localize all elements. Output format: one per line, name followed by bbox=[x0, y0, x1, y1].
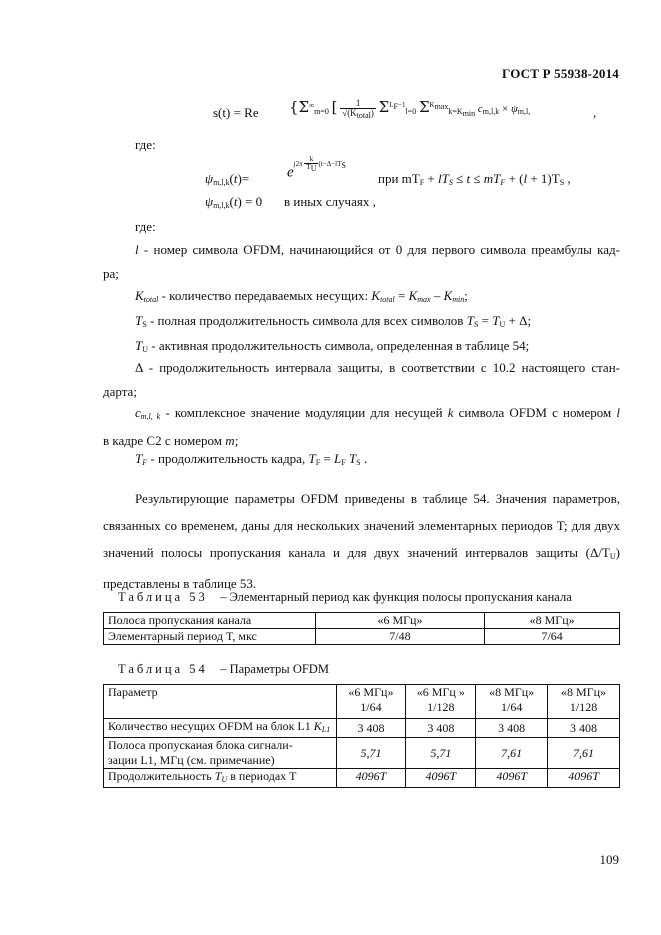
header-bottom: 1/128 bbox=[569, 700, 598, 714]
table-cell: 7,61 bbox=[548, 738, 620, 769]
table-cell: 4096T bbox=[406, 769, 476, 788]
table-cell: 7/48 bbox=[315, 629, 485, 645]
page-number: 109 bbox=[599, 852, 619, 867]
results-paragraph: Результирующие параметры OFDM приведены в таблице 54. Значения параметров, связанных со временем, даны для нескольких значений элементарных периодов T; для двух значений полосы пропускания канала и для двух значений интервалов защиты $(\Delta/T_U)$ представлены в таблице 53. bbox=[103, 491, 620, 591]
table-row bbox=[104, 613, 620, 629]
paragraph-end: ) представлены в таблице 53. bbox=[103, 545, 620, 591]
table53-label: Таблица 53 bbox=[118, 590, 208, 604]
def-ts: $T_S$ - полная продолжительность символа для всех символов $T_S = T_U + \Delta$; bbox=[135, 313, 532, 329]
table53-caption bbox=[118, 590, 572, 605]
where-label-1: где: bbox=[135, 137, 156, 152]
header-bottom: 1/128 bbox=[427, 700, 455, 714]
main-formula: {$\Sigma^\infty_{m=0}$ [ $\frac{1}{√(K_{total})}$ $\Sigma^{L_F-1}_{l=0}$ $\Sigma^{K_{max}}_{k=K_{min}}$ $c_{m,l,k} \times \psi_{m,l,}$ bbox=[289, 97, 531, 120]
table-row bbox=[104, 629, 620, 645]
table-cell: 5,71 bbox=[406, 738, 476, 769]
table-cell: «8 МГц» bbox=[485, 613, 620, 629]
table-cell: Продолжительность $T_U$ в периодах T bbox=[104, 769, 337, 788]
def-l-cont: ра; bbox=[103, 266, 119, 281]
table-row bbox=[104, 769, 620, 788]
psi-cond-prefix: при mT bbox=[378, 171, 420, 186]
def-tu-text: - активная продолжительность символа, определенная в таблице 54; bbox=[148, 338, 530, 353]
def-k: $K_{total}$ - количество передаваемых несущих: $K_{total} = K_{max} - K_{min}$; bbox=[135, 288, 468, 304]
table-cell: 3 408 bbox=[406, 719, 476, 738]
def-tu: $T_U$ - активная продолжительность символа, определенная в таблице 54; bbox=[135, 338, 530, 354]
table-row bbox=[104, 738, 620, 769]
psi-def-row2-text: в иных случаях , bbox=[284, 194, 376, 209]
row2-label-line1: Полоса пропускаиая блока сигнали- bbox=[108, 738, 293, 752]
table-cell: 7/64 bbox=[485, 629, 620, 645]
table-cell: Элементарный период T, мкс bbox=[104, 629, 316, 645]
def-c-text2: символа OFDM с номером bbox=[453, 405, 617, 420]
table-cell: 3 408 bbox=[476, 719, 548, 738]
table-cell: «6 МГц» bbox=[315, 613, 485, 629]
def-l: l - номер символа OFDM, начинающийся от 0 для первого символа преамбулы кад- ра; bbox=[103, 236, 620, 288]
header-bottom: 1/64 bbox=[501, 700, 523, 714]
table-cell: 4096T bbox=[548, 769, 620, 788]
table-header-cell bbox=[336, 685, 406, 719]
table54-caption bbox=[118, 662, 329, 677]
header-bottom: 1/64 bbox=[360, 700, 382, 714]
table-header-cell: Параметр bbox=[104, 685, 337, 719]
table-cell: 5,71 bbox=[336, 738, 406, 769]
def-tf: $T_F$ - продолжительность кадра, $T_F = L_F$ $T_S$ . bbox=[135, 451, 368, 467]
table-53 bbox=[103, 612, 620, 645]
header-top: «6 МГц» bbox=[348, 685, 394, 699]
psi-def-row1-condition: при $mT_F + lT_S \le t \le mT_F + (l + 1)T_S$ , bbox=[378, 171, 571, 187]
table-cell: 3 408 bbox=[336, 719, 406, 738]
table-cell: Полоса пропускания канала bbox=[104, 613, 316, 629]
table-row bbox=[104, 719, 620, 738]
header-top: «8 МГц» bbox=[561, 685, 607, 699]
def-c-text: - комплексное значение модуляции для несущей bbox=[160, 405, 448, 420]
formula-lhs: s(t) = Re bbox=[213, 105, 259, 120]
def-tf-text: - продолжительность кадра, bbox=[147, 451, 309, 466]
psi-def-row2-lhs: $\psi_{m,l,k}(t) = 0$ bbox=[205, 194, 263, 210]
table-header-cell bbox=[476, 685, 548, 719]
table-header-cell bbox=[548, 685, 620, 719]
table-cell: 4096T bbox=[476, 769, 548, 788]
def-delta-cont: дарта; bbox=[103, 384, 137, 399]
def-l-text: - номер символа OFDM, начинающийся от 0 для первого символа преамбулы кад- bbox=[138, 242, 620, 257]
def-c-cont: в кадре C2 с номером bbox=[103, 433, 226, 448]
header-top: «6 МГц » bbox=[416, 685, 465, 699]
table54-caption-text: – Параметры OFDM bbox=[220, 662, 329, 676]
paragraph-body: Результирующие параметры OFDM приведены в таблице 54. Значения параметров, связанных со временем, даны для нескольких значений элементарных периодов T; для двух значений полосы пропускания канала и для двух значений интервалов защиты (Δ/T bbox=[103, 491, 620, 560]
psi-def-row1-lhs: $\psi_{m,l,k}(t)=$ bbox=[205, 171, 250, 187]
def-ts-text: - полная продолжительность символа для всех символов bbox=[146, 313, 467, 328]
table-cell: 4096T bbox=[336, 769, 406, 788]
row3-label-end: в периодах T bbox=[227, 769, 297, 783]
table-cell bbox=[104, 738, 337, 769]
def-k-text: - количество передаваемых несущих: bbox=[158, 288, 372, 303]
table-cell: 3 408 bbox=[548, 719, 620, 738]
table-header-cell bbox=[406, 685, 476, 719]
row3-label: Продолжительность bbox=[108, 769, 215, 783]
psi-row2-value: = 0 bbox=[245, 194, 263, 209]
def-c: $c_{m,l, k}$ - комплексное значение модуляции для несущей k символа OFDM с номером l в кадре C2 с номером m; bbox=[103, 405, 620, 448]
where-label-2: где: bbox=[135, 219, 156, 234]
header-top: «8 МГц» bbox=[489, 685, 535, 699]
table-54 bbox=[103, 684, 620, 788]
def-delta-text: Δ - продолжительность интервала защиты, в соответствии с 10.2 настоящего стан- bbox=[135, 360, 620, 375]
psi-exponent-formula: $e^{j2\pi \frac{k}{T_U} (t-\Delta-lT_S}$ bbox=[287, 155, 346, 181]
table-cell: 7,61 bbox=[476, 738, 548, 769]
table-header-row bbox=[104, 685, 620, 719]
row1-label: Количество несущих OFDM на блок L1 bbox=[108, 719, 314, 733]
table54-label: Таблица 54 bbox=[118, 662, 208, 676]
table53-caption-text: – Элементарный период как функция полосы пропускания канала bbox=[220, 590, 572, 604]
table-cell: Количество несущих OFDM на блок L1 $K_{L1}$ bbox=[104, 719, 337, 738]
row2-label-line2: зации L1, МГц (см. примечание) bbox=[108, 753, 275, 767]
document-header: ГОСТ Р 55938-2014 bbox=[502, 66, 619, 81]
formula-tail: , bbox=[593, 105, 597, 120]
